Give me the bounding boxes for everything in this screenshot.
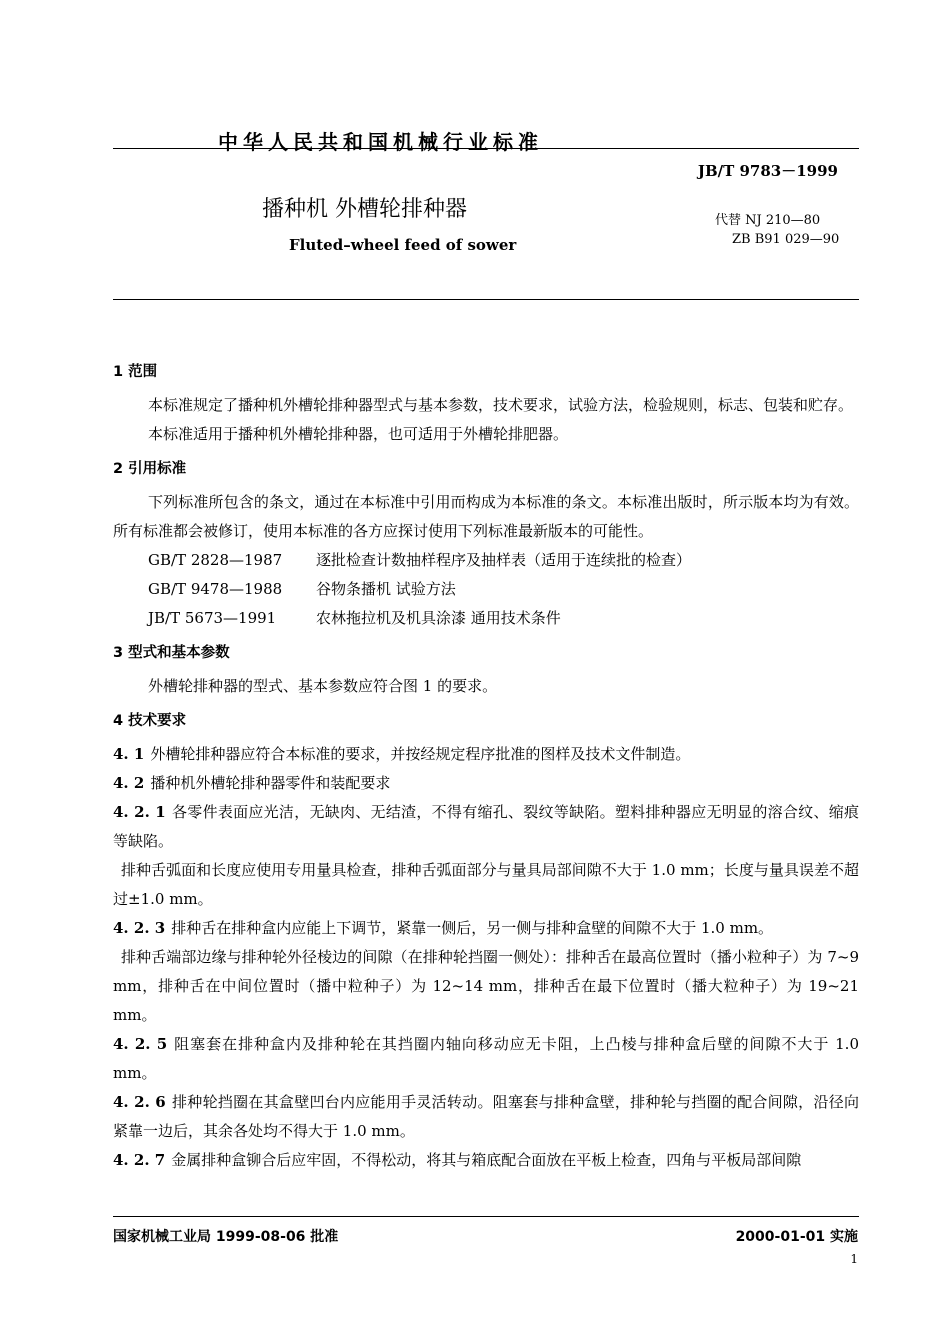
reference-item [113, 575, 859, 604]
clause-text: 播种机外槽轮排种器零件和装配要求 [150, 774, 391, 792]
standard-category-title: 中华人民共和国机械行业标准 [218, 130, 543, 154]
reference-item [113, 604, 859, 633]
paragraph: 本标准规定了播种机外槽轮排种器型式与基本参数，技术要求，试验方法，检验规则，标志、包装和贮存。 [148, 396, 854, 414]
document-title-en: Fluted–wheel feed of sower [289, 236, 517, 254]
clause [113, 914, 859, 943]
clause-number: 4. 2. 3 [113, 919, 166, 937]
clause [113, 1146, 859, 1175]
clause [113, 1030, 859, 1088]
reference-title: 逐批检查计数抽样程序及抽样表（适用于连续批的检查） [316, 551, 692, 569]
standard-code: JB/T 9783－1999 [697, 162, 838, 180]
clause-number: 4. 1 [113, 745, 145, 763]
replaces-line-1: 代替 NJ 210—80 [715, 213, 821, 228]
page-number: 1 [850, 1252, 858, 1266]
clause-number: 4. 2. 6 [113, 1093, 166, 1111]
clause-number: 4. 2 [113, 774, 145, 792]
clause [113, 798, 859, 856]
paragraph: 外槽轮排种器的型式、基本参数应符合图 1 的要求。 [148, 677, 498, 695]
clause: 排种舌弧面和长度应使用专用量具检查，排种舌弧面部分与量具局部间隙不大于 1.0 mm；长度与量具误差不超过±1.0 mm。 [113, 861, 859, 908]
replaces-line-2: ZB B91 029—90 [732, 232, 840, 247]
clause-number: 4. 2. 7 [113, 1151, 166, 1169]
effective-date: 2000-01-01 实施 [735, 1229, 858, 1245]
reference-code: GB/T 9478—1988 [148, 580, 283, 598]
clause-text: 排种轮挡圈在其盒壁凹台内应能用手灵活转动。阻塞套与排种盒壁，排种轮与挡圈的配合间隙，沿径向紧靠一边后，其余各处均不得大于 1.0 mm。 [113, 1093, 859, 1140]
clause [113, 769, 859, 798]
section-heading-scope: 1 范围 [113, 364, 158, 380]
clause-number: 4. 2. 5 [113, 1035, 168, 1053]
replaces-block [715, 211, 839, 249]
paragraph: 本标准适用于播种机外槽轮排种器，也可适用于外槽轮排肥器。 [148, 425, 569, 443]
footer-rule [113, 1216, 859, 1217]
clause: 排种舌端部边缘与排种轮外径棱边的间隙（在排种轮挡圈一侧处）：排种舌在最高位置时（播小粒种子）为 7~9 mm，排种舌在中间位置时（播中粒种子）为 12~14 mm，排种舌在最下位置时（播大粒种子）为 19~21 mm。 [113, 948, 859, 1024]
clause [113, 1088, 859, 1146]
section-heading-requirements: 4 技术要求 [113, 713, 187, 729]
reference-code: GB/T 2828—1987 [148, 551, 283, 569]
document-body [113, 352, 859, 1175]
clause-text: 阻塞套在排种盒内及排种轮在其挡圈内轴向移动应无卡阻，上凸棱与排种盒后壁的间隙不大于 1.0 mm。 [113, 1035, 859, 1082]
section-heading-references: 2 引用标准 [113, 461, 187, 477]
document-title-cn: 播种机 外槽轮排种器 [262, 197, 467, 222]
header-bottom-rule [113, 299, 859, 300]
clause [113, 740, 859, 769]
paragraph: 下列标准所包含的条文，通过在本标准中引用而构成为本标准的条文。本标准出版时，所示版本均为有效。所有标准都会被修订，使用本标准的各方应探讨使用下列标准最新版本的可能性。 [113, 493, 859, 540]
clause-text: 外槽轮排种器应符合本标准的要求，并按经规定程序批准的图样及技术文件制造。 [150, 745, 691, 763]
reference-title: 谷物条播机 试验方法 [316, 580, 456, 598]
clause-number: 4. 2. 1 [113, 803, 166, 821]
reference-title: 农林拖拉机及机具涂漆 通用技术条件 [316, 609, 561, 627]
section-heading-types: 3 型式和基本参数 [113, 645, 230, 661]
reference-code: JB/T 5673—1991 [148, 609, 277, 627]
clause-text: 各零件表面应光洁，无缺肉、无结渣，不得有缩孔、裂纹等缺陷。塑料排种器应无明显的溶合纹、缩痕等缺陷。 [113, 803, 859, 850]
approval-info: 国家机械工业局 1999-08-06 批准 [113, 1229, 339, 1245]
clause-text: 金属排种盒铆合后应牢固，不得松动，将其与箱底配合面放在平板上检查，四角与平板局部间隙 [171, 1151, 802, 1169]
clause-text: 排种舌在排种盒内应能上下调节，紧靠一侧后，另一侧与排种盒壁的间隙不大于 1.0 mm。 [171, 919, 774, 937]
reference-item [113, 546, 859, 575]
